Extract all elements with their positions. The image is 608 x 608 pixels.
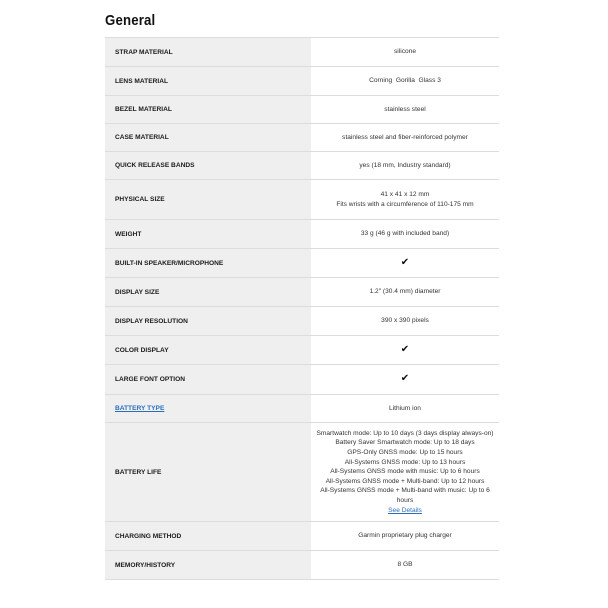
specs-table (105, 37, 499, 580)
spec-label: STRAP MATERIAL (105, 38, 311, 67)
spec-value-line: All-Systems GNSS mode + Multi-band: Up to 12 hours (325, 477, 485, 485)
spec-value: Garmin proprietary plug charger (311, 522, 499, 551)
spec-value-line: All-Systems GNSS mode + Multi-band with music: Up to 6 (320, 487, 490, 495)
spec-label: LARGE FONT OPTION (105, 365, 311, 395)
spec-label: MEMORY/HISTORY (105, 551, 311, 580)
spec-value: silicone (311, 38, 499, 67)
table-row (105, 522, 499, 551)
table-row (105, 152, 499, 180)
spec-label: CHARGING METHOD (105, 522, 311, 551)
spec-value: stainless steel (311, 96, 499, 124)
spec-value-line: Smartwatch mode: Up to 10 days (3 days display always-on) (316, 429, 494, 437)
spec-label: COLOR DISPLAY (105, 336, 311, 365)
spec-value: yes (18 mm, Industry standard) (311, 152, 499, 180)
spec-label (105, 395, 311, 423)
spec-label: PHYSICAL SIZE (105, 180, 311, 220)
spec-value: stainless steel and fiber-reinforced polymer (311, 124, 499, 152)
table-row (105, 220, 499, 249)
checkmark-icon: ✔ (400, 256, 410, 268)
checkmark-icon: ✔ (400, 373, 410, 385)
spec-value-line: Battery Saver Smartwatch mode: Up to 18 days (335, 439, 475, 447)
table-row (105, 423, 499, 522)
spec-label: QUICK RELEASE BANDS (105, 152, 311, 180)
spec-value: Lithium ion (311, 395, 499, 423)
table-row (105, 38, 499, 67)
spec-label: BATTERY LIFE (105, 423, 311, 522)
spec-label: BUILT-IN SPEAKER/MICROPHONE (105, 249, 311, 278)
spec-label: BEZEL MATERIAL (105, 96, 311, 124)
spec-label: WEIGHT (105, 220, 311, 249)
section-title: General (105, 12, 156, 29)
spec-value (311, 365, 499, 395)
spec-value (311, 423, 499, 522)
checkmark-icon: ✔ (400, 343, 410, 355)
spec-value-line: Fits wrists with a circumference of 110-175 mm (336, 200, 474, 208)
table-row (105, 551, 499, 580)
table-row (105, 395, 499, 423)
table-row (105, 336, 499, 365)
spec-value: 33 g (46 g with included band) (311, 220, 499, 249)
spec-value-line: All-Systems GNSS mode: Up to 13 hours (344, 458, 466, 466)
spec-label: DISPLAY RESOLUTION (105, 307, 311, 336)
table-row (105, 307, 499, 336)
spec-label: DISPLAY SIZE (105, 278, 311, 307)
spec-value (311, 249, 499, 278)
spec-label: CASE MATERIAL (105, 124, 311, 152)
spec-value: 1.2" (30.4 mm) diameter (311, 278, 499, 307)
table-row (105, 96, 499, 124)
spec-value (311, 336, 499, 365)
spec-value-line: hours (396, 496, 414, 504)
spec-value: Corning Gorilla Glass 3 (311, 67, 499, 96)
table-row (105, 67, 499, 96)
table-row (105, 249, 499, 278)
spec-value: 390 x 390 pixels (311, 307, 499, 336)
spec-value-line: GPS-Only GNSS mode: Up to 15 hours (347, 449, 463, 457)
spec-value (311, 180, 499, 220)
spec-value-line: All-Systems GNSS mode with music: Up to 6 hours (330, 468, 480, 476)
table-row (105, 278, 499, 307)
spec-value-line: 41 x 41 x 12 mm (380, 190, 430, 198)
battery-type-link[interactable]: BATTERY TYPE (115, 405, 165, 412)
table-row (105, 180, 499, 220)
table-row (105, 365, 499, 395)
spec-value: 8 GB (311, 551, 499, 580)
spec-label: LENS MATERIAL (105, 67, 311, 96)
table-row (105, 124, 499, 152)
see-details-link[interactable]: See Details (388, 506, 422, 514)
